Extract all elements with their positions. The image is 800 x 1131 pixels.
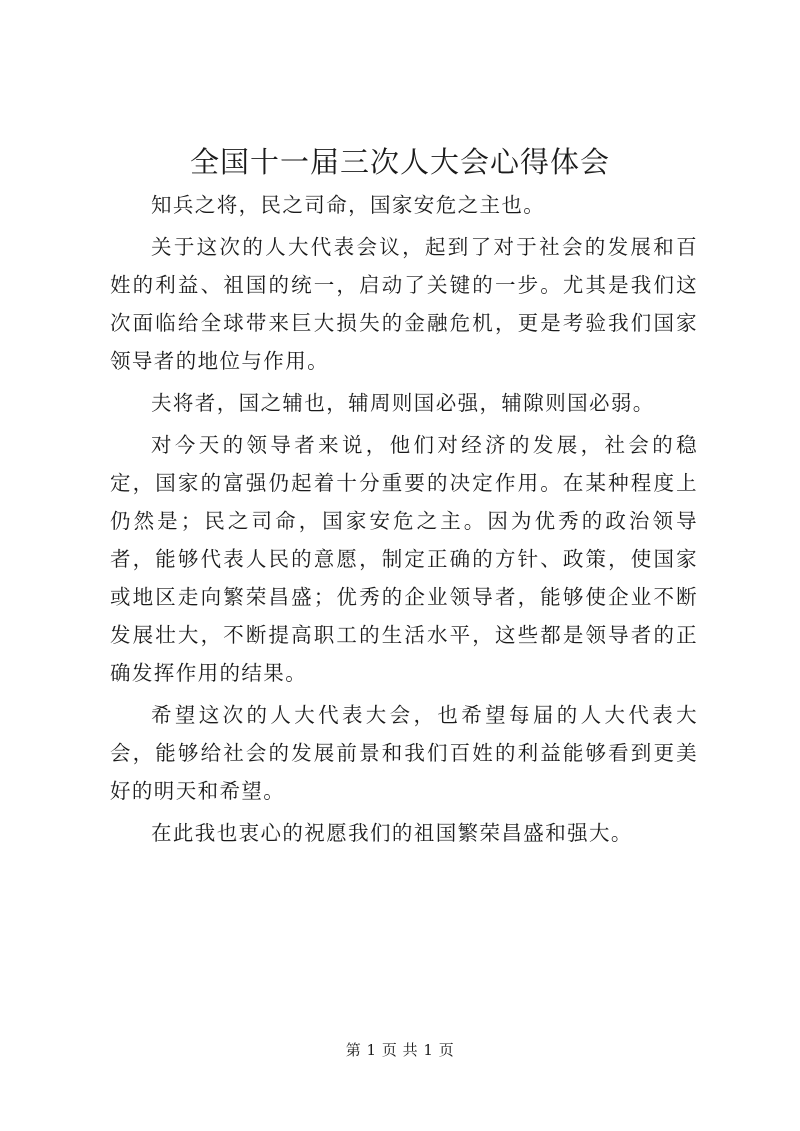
paragraph-4: 对今天的领导者来说，他们对经济的发展，社会的稳定，国家的富强仍起着十分重要的决定作用。在某种程度上仍然是；民之司命，国家安危之主。因为优秀的政治领导者，能够代表人民的意愿，制定正确的方针、政策，使国家或地区走向繁荣昌盛；优秀的企业领导者，能够使企业不断发展壮大，不断提高职工的生活水平，这些都是领导者的正确发挥作用的结果。 bbox=[110, 433, 698, 685]
paragraph-3: 夫将者，国之辅也，辅周则国必强，辅隙则国必弱。 bbox=[151, 391, 655, 415]
paragraph-5: 希望这次的人大代表大会，也希望每届的人大代表大会，能够给社会的发展前景和我们百姓的利益能够看到更美好的明天和希望。 bbox=[110, 703, 698, 803]
paragraph-1: 知兵之将，民之司命，国家安危之主也。 bbox=[151, 193, 546, 217]
paragraph-2: 关于这次的人大代表会议，起到了对于社会的发展和百姓的利益、祖国的统一，启动了关键的一步。尤其是我们这次面临给全球带来巨大损失的金融危机，更是考验我们国家领导者的地位与作用。 bbox=[110, 235, 698, 373]
page-title: 全国十一届三次人大会心得体会 bbox=[189, 145, 610, 179]
paragraph-6: 在此我也衷心的祝愿我们的祖国繁荣昌盛和强大。 bbox=[151, 821, 633, 845]
document-body bbox=[110, 186, 698, 856]
page-footer: 第 1 页 共 1 页 bbox=[345, 1041, 455, 1059]
